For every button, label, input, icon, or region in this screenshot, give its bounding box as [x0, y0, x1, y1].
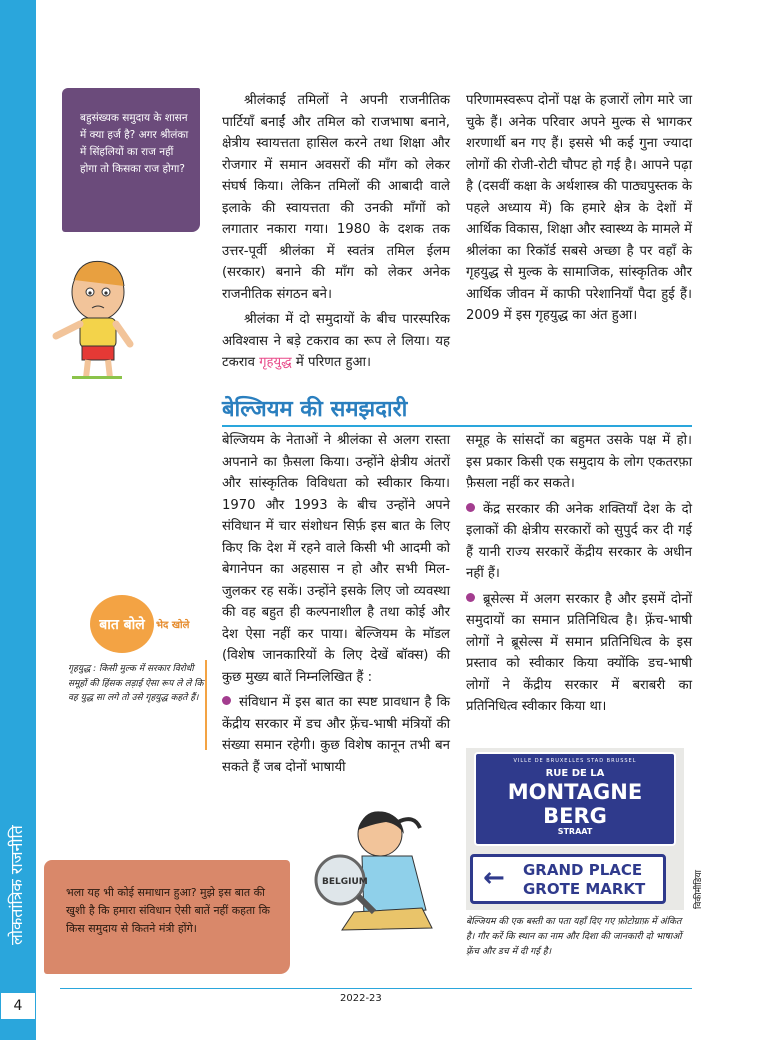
glossary-definition: गृहयुद्ध : किसी मुल्क में सरकार विरोधी समूहों की हिंसक लड़ाई ऐसा रूप ले ले कि वह युद्ध सा लगे तो उसे गृहयुद्ध कहते हैं।: [68, 664, 204, 703]
boy-illustration: [46, 252, 156, 382]
sri-lanka-column-left: [222, 90, 450, 374]
sign-line: BERG: [543, 804, 607, 828]
glossary-divider: [205, 660, 207, 750]
text-span: में परिणत हुआ।: [291, 355, 372, 370]
page-number: 4: [0, 992, 36, 1020]
photo-caption: बेल्जियम की एक बस्ती का पता यहाँ दिए गए फ़ोटोग्राफ़ में अंकित है। गौर करें कि स्थान का नाम और दिशा की जानकारी दो भाषाओं फ़्रेंच और डच में दी गई है।: [466, 916, 682, 957]
sign-line: MONTAGNE: [507, 780, 643, 804]
arrow-left-icon: ←: [483, 863, 505, 893]
sign-line: GRAND PLACE: [523, 861, 643, 879]
footer-rule: [60, 988, 692, 989]
sign-line: RUE DE LA: [545, 768, 605, 779]
section-heading: [222, 393, 692, 427]
belgium-column-right: [466, 430, 692, 718]
discussion-callout-bottom: भला यह भी कोई समाधान हुआ? मुझे इस बात की खुशी है कि हमारा संविधान ऐसी बातें नहीं कहता कि किस समुदाय से कितने मंत्री होंगे।: [44, 860, 290, 974]
magnifier-label: BELGIUM: [322, 877, 368, 887]
section-heading-text: बेल्जियम की समझदारी: [222, 397, 408, 422]
book-title: लोकतांत्रिक राजनीति: [7, 825, 26, 945]
text-span: श्रीलंका में दो समुदायों के बीच पारस्परिक अविश्वास ने बड़े टकराव का रूप ले लिया। यह टकराव: [222, 312, 450, 370]
paragraph: [222, 309, 450, 374]
bullet-point: [466, 499, 692, 585]
paragraph: श्रीलंकाई तमिलों ने अपनी राजनीतिक पार्टियाँ बनाईं और तमिल को राजभाषा बनाने, क्षेत्रीय स्वायत्तता हासिल करने तथा शिक्षा और रोजगार में समान अवसरों की माँग को लेकर संघर्ष किया। लेकिन तमिलों की आबादी वाले इलाके की स्वायत्तता की उनकी माँगों को लगातार नकारा गया। 1980 के दशक तक उत्तर-पूर्वी श्रीलंका में स्वतंत्र तमिल ईलम (सरकार) बनाने की माँग को लेकर अनेक राजनीतिक संगठन बने।: [222, 93, 450, 302]
paragraph: समूह के सांसदों का बहुमत उसके पक्ष में हो। इस प्रकार किसी एक समुदाय के लोग एकतरफ़ा फ़ैसला नहीं कर सकते।: [466, 433, 692, 491]
text-span: ब्रूसेल्स में अलग सरकार है और इसमें दोनों समुदायों का समान प्रतिनिधित्व है। फ़्रेंच-भाषी लोगों ने ब्रूसेल्स में समान प्रतिनिधित्व के इस प्रस्ताव को स्वीकार किया क्योंकि डच-भाषी लोगों ने केंद्रीय सरकार में बराबरी का प्रतिनिधित्व स्वीकार किया था।: [466, 591, 692, 714]
bullet-point: [222, 692, 450, 778]
footer-year: 2022-23: [340, 993, 382, 1004]
direction-sign-text: [523, 861, 645, 899]
sign-line: GROTE MARKT: [523, 880, 646, 898]
paragraph: परिणामस्वरूप दोनों पक्ष के हजारों लोग मारे जा चुके हैं। अनेक परिवार अपने मुल्क से भागकर शरणार्थी बन गए हैं। इससे भी कई गुना ज्यादा लोगों की रोजी-रोटी चौपट हो गई है। आपने पढ़ा है (दसवीं कक्षा के अर्थशास्त्र की पाठ्यपुस्तक के पहले अध्याय में) कि हमारे क्षेत्र के देशों में आर्थिक विकास, शिक्षा और स्वास्थ्य के मामले में श्रीलंका का रिकॉर्ड सबसे अच्छा है पर वहाँ के गृहयुद्ध से मुल्क के सामाजिक, सांस्कृतिक और आर्थिक जीवन में काफी परेशानियाँ पैदा हुई हैं। 2009 में इस गृहयुद्ध का अंत हुआ।: [466, 93, 692, 323]
text-span: केंद्र सरकार की अनेक शक्तियाँ देश के दो इलाकों की क्षेत्रीय सरकारों को सुपुर्द कर दी गई हैं यानी राज्य सरकारें केंद्रीय सरकार के अधीन नहीं हैं।: [466, 501, 692, 581]
sri-lanka-column-right: [466, 90, 692, 327]
girl-with-magnifier-illustration: [302, 800, 452, 940]
bullet-point: [466, 589, 692, 718]
sign-line: STRAAT: [557, 827, 593, 836]
street-name-sign: [474, 752, 676, 846]
belgium-column-left: [222, 430, 450, 778]
glossary-term: गृहयुद्ध: [259, 355, 292, 370]
direction-sign: [470, 854, 666, 904]
street-sign-photo: [466, 748, 684, 910]
photo-credit: विकीमीडिया: [694, 870, 704, 909]
sign-top-text: VILLE DE BRUXELLES STAD BRUSSEL: [513, 758, 637, 764]
paragraph: बेल्जियम के नेताओं ने श्रीलंका से अलग रास्ता अपनाने का फ़ैसला किया। उन्होंने क्षेत्रीय अंतरों और सांस्कृतिक विविधता को स्वीकार किया। 1970 और 1993 के बीच उन्होंने अपने संविधान में चार संशोधन सिर्फ़ इस बात के लिए किए कि देश में रहने वाले किसी भी आदमी को बेगानेपन का अहसास न हो और सभी मिल-जुलकर रह सकें। उन्होंने इसके लिए जो व्यवस्था की वह बहुत ही कल्पनाशील है तथा कोई और देश ऐसा नहीं कर पाया। बेल्जियम के मॉडल (विशेष जानकारियों के लिए देखें बॉक्स) की कुछ मुख्य बातें निम्नलिखित हैं :: [222, 433, 450, 685]
discussion-callout: बहुसंख्यक समुदाय के शासन में क्या हर्ज है? अगर श्रीलंका में सिंहलियों का राज नहीं होगा तो किसका राज होगा?: [62, 88, 200, 232]
heading-underline: [222, 425, 692, 427]
badge-subtext: भेद खोले: [156, 620, 190, 631]
glossary-badge: [90, 595, 230, 655]
badge-circle: बात बोले: [90, 595, 154, 653]
bullet-icon: [222, 696, 231, 705]
bullet-icon: [466, 593, 475, 602]
bullet-icon: [466, 503, 475, 512]
text-span: संविधान में इस बात का स्पष्ट प्रावधान है कि केंद्रीय सरकार में डच और फ़्रेंच-भाषी मंत्रियों की संख्या समान रहेगी। कुछ विशेष कानून तभी बन सकते हैं जब दोनों भाषायी: [222, 695, 450, 775]
